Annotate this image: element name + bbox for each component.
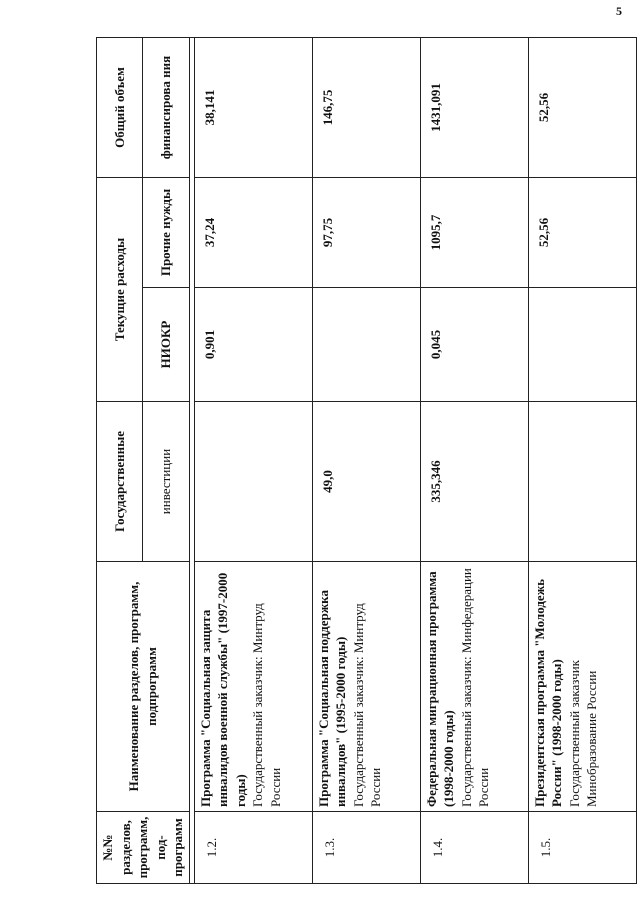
table-row bbox=[194, 38, 312, 884]
row-code: 1.3. bbox=[312, 812, 420, 884]
row-niokr: 0,045 bbox=[420, 288, 528, 402]
header-other: Прочие нужды bbox=[143, 178, 189, 288]
rotated-table-container bbox=[96, 38, 636, 884]
row-title: Программа "Социальная защита инвалидов военной службы" (1997-2000 годы) bbox=[197, 572, 248, 807]
header-name: Наименование разделов, программ, подпрограмм bbox=[97, 562, 190, 812]
header-invest-group: Государственные bbox=[97, 402, 143, 562]
row-niokr bbox=[312, 288, 420, 402]
row-customer: Государственный заказчик: Минтруд России bbox=[250, 603, 283, 807]
header-code: №№ разделов, программ, под-программ bbox=[97, 812, 190, 884]
row-name-cell bbox=[194, 562, 312, 812]
row-niokr bbox=[528, 288, 636, 402]
header-niokr: НИОКР bbox=[143, 288, 189, 402]
header-row-top bbox=[97, 38, 143, 884]
row-invest bbox=[194, 402, 312, 562]
row-other: 97,75 bbox=[312, 178, 420, 288]
row-customer: Государственный заказчик Минобразование России bbox=[566, 660, 600, 807]
row-customer: Государственный заказчик: Минфедерации России bbox=[458, 568, 492, 807]
row-invest: 335,346 bbox=[420, 402, 528, 562]
row-title: Федеральная миграционная программа (1998-2000 годы) bbox=[423, 571, 457, 807]
header-total-group: Общий объем bbox=[97, 38, 143, 178]
row-other: 37,24 bbox=[194, 178, 312, 288]
row-invest: 49,0 bbox=[312, 402, 420, 562]
row-invest bbox=[528, 402, 636, 562]
row-title: Программа "Социальная поддержка инвалидов" (1995-2000 годы) bbox=[315, 590, 349, 807]
header-current-group: Текущие расходы bbox=[97, 178, 143, 402]
row-niokr: 0,901 bbox=[194, 288, 312, 402]
row-title: Президентская программа "Молодежь России" (1998-2000 годы) bbox=[531, 579, 565, 807]
row-name-cell bbox=[420, 562, 528, 812]
page-number: 5 bbox=[616, 4, 622, 18]
row-total: 52,56 bbox=[528, 38, 636, 178]
header-total: финансирова ния bbox=[143, 38, 189, 178]
row-name-cell bbox=[528, 562, 636, 812]
header-invest: инвестиции bbox=[143, 402, 189, 562]
row-other: 52,56 bbox=[528, 178, 636, 288]
row-code: 1.4. bbox=[420, 812, 528, 884]
row-total: 1431,091 bbox=[420, 38, 528, 178]
row-code: 1.2. bbox=[194, 812, 312, 884]
row-customer: Государственный заказчик: Минтруд России bbox=[350, 603, 384, 807]
row-code: 1.5. bbox=[528, 812, 636, 884]
row-other: 1095,7 bbox=[420, 178, 528, 288]
row-total: 38,141 bbox=[194, 38, 312, 178]
table-row bbox=[420, 38, 528, 884]
table-row bbox=[528, 38, 636, 884]
row-name-cell bbox=[312, 562, 420, 812]
table-row bbox=[312, 38, 420, 884]
financing-table bbox=[96, 37, 637, 884]
row-total: 146,75 bbox=[312, 38, 420, 178]
